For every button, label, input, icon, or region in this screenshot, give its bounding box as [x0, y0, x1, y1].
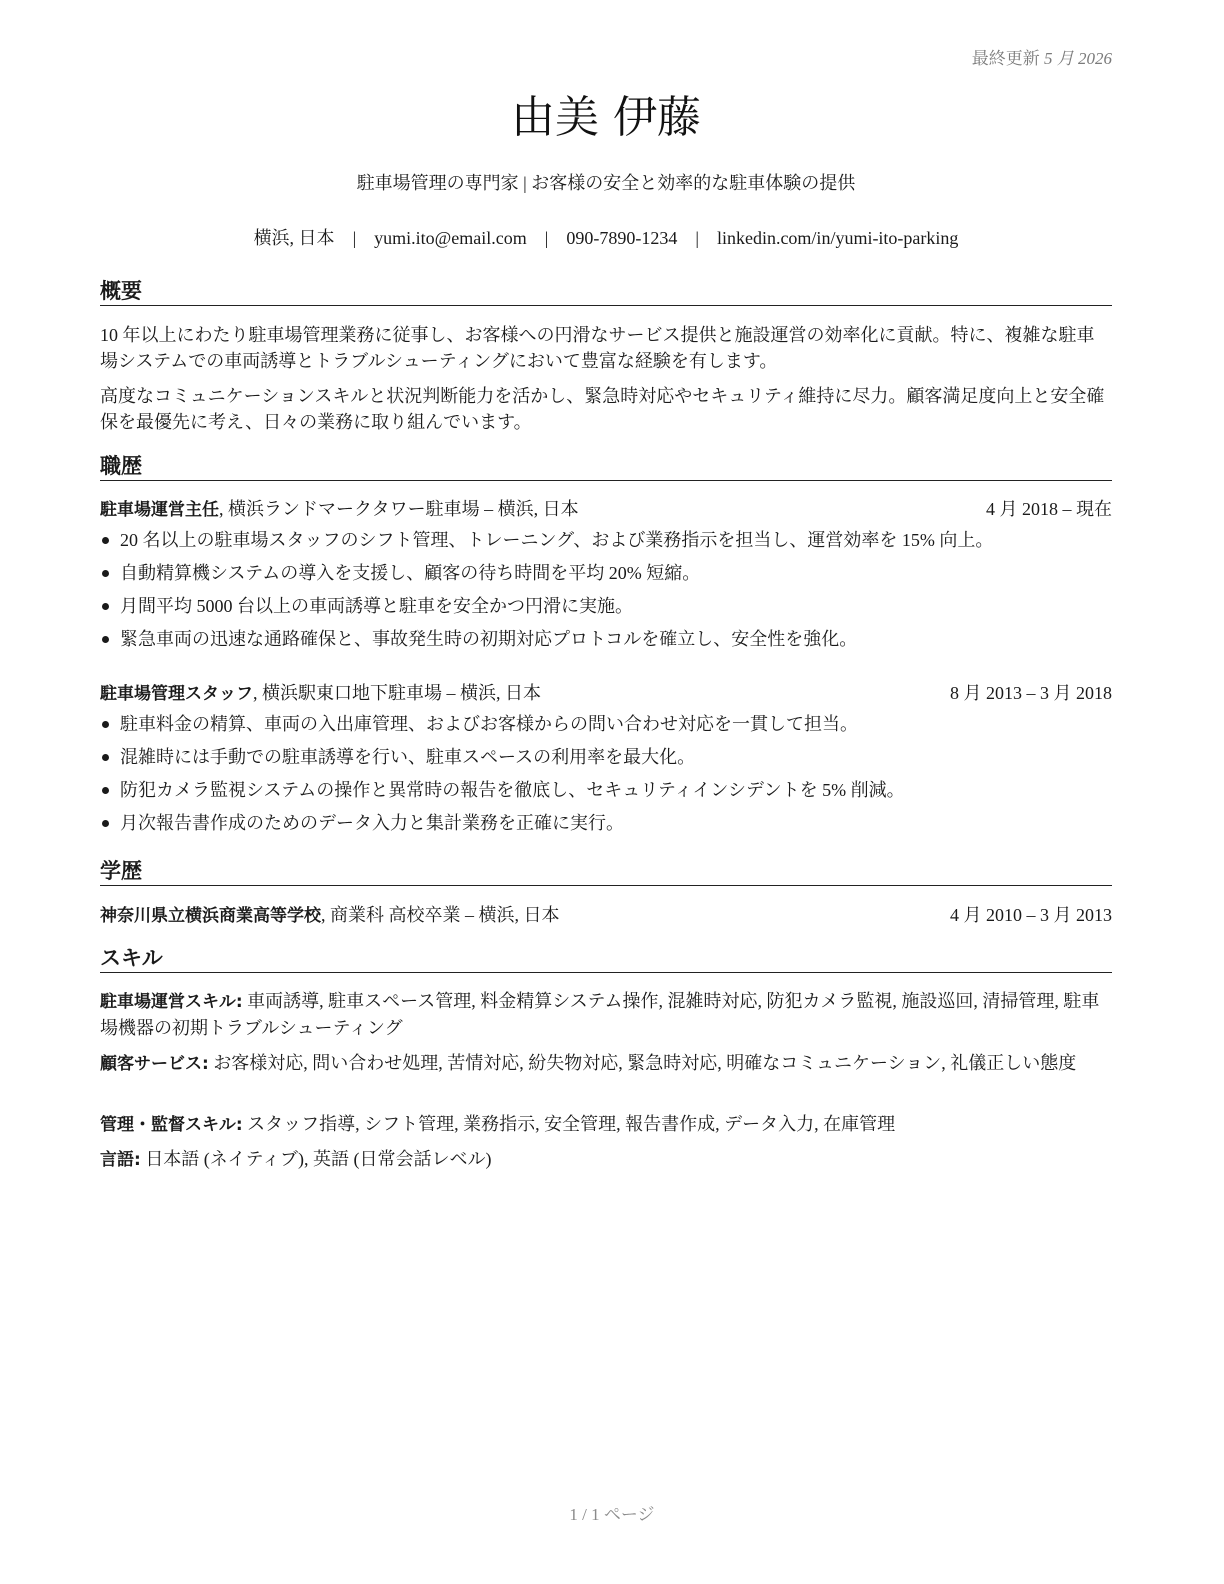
- job-role: 駐車場運営主任: [100, 500, 219, 520]
- section-title-summary: 概要: [100, 277, 1112, 306]
- bullet-text: 駐車料金の精算、車両の入出庫管理、およびお客様からの問い合わせ対応を一貫して担当。: [120, 714, 858, 734]
- job-bullets: [100, 527, 1112, 659]
- section-title-education: 学歴: [100, 857, 1112, 886]
- bullet-icon: [102, 537, 109, 544]
- list-item: [100, 626, 1112, 659]
- contact-line: [100, 225, 1112, 251]
- contact-phone: 090-7890-1234: [566, 228, 678, 248]
- section-title-experience: 職歴: [100, 452, 1112, 481]
- bullet-icon: [102, 754, 109, 761]
- bullet-icon: [102, 570, 109, 577]
- contact-separator: |: [544, 228, 549, 248]
- job-header: [100, 496, 1112, 523]
- bullet-text: 月間平均 5000 台以上の車両誘導と駐車を安全かつ円滑に実施。: [120, 596, 633, 616]
- headline: 駐車場管理の専門家 | お客様の安全と効率的な駐車体験の提供: [356, 173, 856, 193]
- list-item: [100, 810, 1112, 843]
- bullet-text: 混雑時には手動での駐車誘導を行い、駐車スペースの利用率を最大化。: [120, 747, 696, 767]
- education-dates: 4 月 2010 – 3 月 2013: [950, 905, 1112, 925]
- last-updated: [972, 44, 1112, 69]
- job-dates: 8 月 2013 – 3 月 2018: [950, 683, 1112, 703]
- bullet-icon: [102, 787, 109, 794]
- candidate-name: 由美 伊藤: [511, 92, 701, 143]
- contact-location: 横浜, 日本: [253, 228, 335, 248]
- section-title-skills: スキル: [100, 944, 1112, 973]
- skill-row: [100, 988, 1112, 1041]
- last-updated-label: 最終更新: [971, 49, 1040, 68]
- job-bullets: [100, 711, 1112, 843]
- skill-label: 顧客サービス:: [100, 1054, 209, 1074]
- bullet-text: 緊急車両の迅速な通路確保と、事故発生時の初期対応プロトコルを確立し、安全性を強化。: [120, 629, 858, 649]
- contact-email[interactable]: yumi.ito@email.com: [374, 228, 527, 248]
- list-item: [100, 711, 1112, 744]
- skill-row: [100, 1146, 1112, 1173]
- contact-linkedin[interactable]: linkedin.com/in/yumi-ito-parking: [716, 228, 959, 248]
- list-item: [100, 560, 1112, 593]
- skill-row: [100, 1111, 1112, 1138]
- skill-text: 車両誘導, 駐車スペース管理, 料金精算システム操作, 混雑時対応, 防犯カメラ監視, 施設巡回, 清掃管理, 駐車場機器の初期トラブルシューティング: [100, 991, 1100, 1038]
- bullet-icon: [102, 820, 109, 827]
- job-org: , 横浜駅東口地下駐車場 – 横浜, 日本: [253, 683, 541, 703]
- education-entry: [100, 902, 1112, 929]
- page-indicator: 1 / 1 ページ: [569, 1505, 655, 1524]
- list-item: [100, 527, 1112, 560]
- list-item: [100, 777, 1112, 810]
- job-role: 駐車場管理スタッフ: [100, 684, 253, 704]
- bullet-text: 自動精算機システムの導入を支援し、顧客の待ち時間を平均 20% 短縮。: [120, 563, 701, 583]
- skill-text: 日本語 (ネイティブ), 英語 (日常会話レベル): [140, 1149, 492, 1169]
- skill-text: お客様対応, 問い合わせ処理, 苦情対応, 紛失物対応, 緊急時対応, 明確なコミュニケーション, 礼儀正しい態度: [208, 1053, 1077, 1073]
- bullet-icon: [102, 603, 109, 610]
- skill-row: [100, 1050, 1112, 1077]
- contact-separator: |: [695, 228, 699, 248]
- job-header: [100, 680, 1112, 707]
- job-org: , 横浜ランドマークタワー駐車場 – 横浜, 日本: [219, 499, 579, 519]
- summary-paragraph-1: 10 年以上にわたり駐車場管理業務に従事し、お客様への円滑なサービス提供と施設運営の効率化に貢献。特に、複雑な駐車場システムでの車両誘導とトラブルシューティングにおいて豊富な経験を有します。: [100, 325, 1095, 371]
- bullet-icon: [102, 721, 109, 728]
- skill-label: 管理・監督スキル:: [100, 1115, 243, 1135]
- contact-separator: |: [352, 228, 357, 248]
- bullet-text: 20 名以上の駐車場スタッフのシフト管理、トレーニング、および業務指示を担当し、運営効率を 15% 向上。: [120, 530, 994, 550]
- skill-label: 言語:: [100, 1150, 141, 1170]
- skill-text: スタッフ指導, シフト管理, 業務指示, 安全管理, 報告書作成, データ入力, 在庫管理: [242, 1114, 896, 1134]
- bullet-icon: [102, 636, 109, 643]
- job-dates: 4 月 2018 – 現在: [986, 499, 1112, 519]
- education-detail: , 商業科 高校卒業 – 横浜, 日本: [321, 905, 560, 925]
- bullet-text: 防犯カメラ監視システムの操作と異常時の報告を徹底し、セキュリティインシデントを 5% 削減。: [120, 780, 905, 800]
- summary-paragraph-2: 高度なコミュニケーションスキルと状況判断能力を活かし、緊急時対応やセキュリティ維持に尽力。顧客満足度向上と安全確保を最優先に考え、日々の業務に取り組んでいます。: [100, 386, 1105, 432]
- list-item: [100, 593, 1112, 626]
- bullet-text: 月次報告書作成のためのデータ入力と集計業務を正確に実行。: [120, 813, 624, 833]
- school-name: 神奈川県立横浜商業高等学校: [100, 906, 321, 926]
- last-updated-date: 5 月 2026: [1044, 49, 1112, 68]
- skill-label: 駐車場運営スキル:: [100, 992, 243, 1012]
- list-item: [100, 744, 1112, 777]
